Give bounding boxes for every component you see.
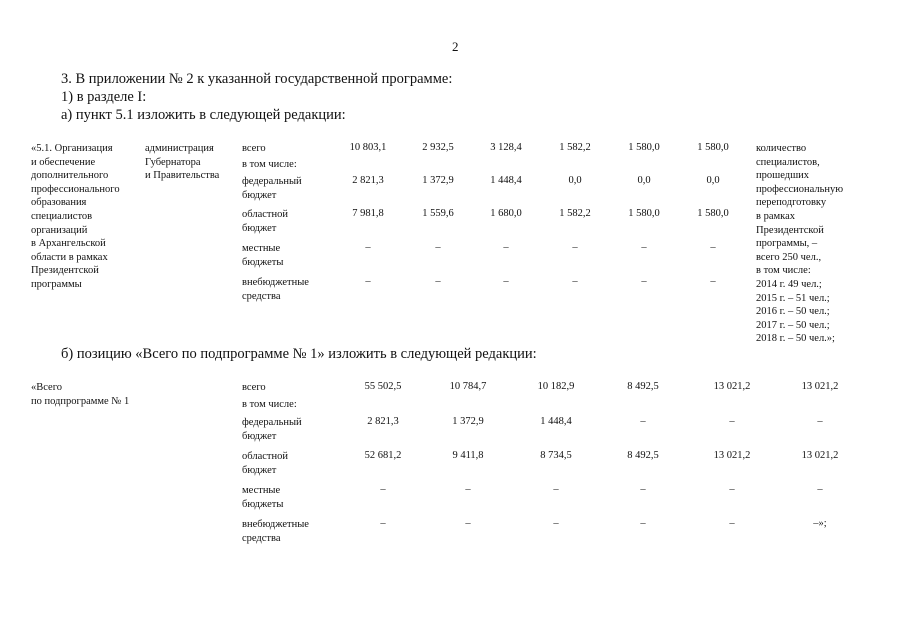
table-cell-value: – (380, 484, 386, 495)
row-label: внебюджетные средства (242, 277, 309, 302)
row-label: местные бюджеты (242, 485, 284, 510)
table-cell-value: – (729, 416, 735, 427)
table-cell-value: 1 580,0 (628, 142, 660, 153)
table-cell-value: – (465, 484, 471, 495)
row-label: всего (242, 382, 266, 393)
section-heading-3: а) пункт 5.1 изложить в следующей редакции: (61, 107, 346, 123)
table-cell-value: 1 580,0 (697, 142, 729, 153)
table-cell-value: – (640, 518, 646, 529)
table-cell-value: 8 492,5 (627, 450, 659, 461)
table-cell-value: – (503, 276, 509, 287)
table-cell-value: 8 492,5 (627, 381, 659, 392)
table-cell-value: – (641, 276, 647, 287)
table-cell-value: 3 128,4 (490, 142, 522, 153)
table-cell-value: – (365, 276, 371, 287)
table-cell-value: 13 021,2 (801, 450, 839, 461)
row-label: федеральный бюджет (242, 417, 302, 442)
table-cell-value: – (729, 484, 735, 495)
table-cell-value: – (641, 242, 647, 253)
row-label: местные бюджеты (242, 243, 284, 268)
item-executor: администрация Губернатора и Правительства (145, 143, 220, 182)
table-cell-value: 1 582,2 (559, 208, 591, 219)
table-cell-value: 13 021,2 (713, 450, 751, 461)
table-cell-value: – (435, 276, 441, 287)
table-cell-value: 55 502,5 (364, 381, 402, 392)
table-cell-value: – (729, 518, 735, 529)
row-label: областной бюджет (242, 451, 288, 476)
table-cell-value: 1 582,2 (559, 142, 591, 153)
item-result: количество специалистов, прошедших профессиональную переподготовку в рамках Президентской программы, – всего 250 чел., в том числе: 2014 г. 49 чел.; 2015 г. – 51 чел.; 2016 г. – 50 чел.; 2017 г. – 50 чел.; 2018 г. – 50 чел.»; (756, 143, 844, 345)
table-cell-value: – (365, 242, 371, 253)
table-cell-value: – (817, 484, 823, 495)
table-cell-value: 52 681,2 (364, 450, 402, 461)
table-cell-value: 1 680,0 (490, 208, 522, 219)
table-cell-value: 8 734,5 (540, 450, 572, 461)
section-heading-1: 3. В приложении № 2 к указанной государственной программе: (61, 71, 453, 87)
row-label: в том числе: (242, 399, 297, 410)
table-cell-value: 1 448,4 (540, 416, 572, 427)
table-cell-value: – (503, 242, 509, 253)
table-cell-value: – (640, 484, 646, 495)
table-cell-value: 10 803,1 (349, 142, 387, 153)
table-cell-value: 10 182,9 (537, 381, 575, 392)
table-cell-value: – (572, 276, 578, 287)
table-cell-value: 9 411,8 (452, 450, 484, 461)
total-name: «Всего по подпрограмме № 1 (31, 382, 130, 407)
table-cell-value: – (710, 276, 716, 287)
table-cell-value: 13 021,2 (713, 381, 751, 392)
section-heading-b: б) позицию «Всего по подпрограмме № 1» изложить в следующей редакции: (61, 346, 537, 362)
table-cell-value: – (553, 484, 559, 495)
table-cell-value: 1 580,0 (628, 208, 660, 219)
table-cell-value: 13 021,2 (801, 381, 839, 392)
table-cell-value: 1 372,9 (422, 175, 454, 186)
table-cell-value: 2 821,3 (367, 416, 399, 427)
table-cell-value: 1 372,9 (452, 416, 484, 427)
table-cell-value: 10 784,7 (449, 381, 487, 392)
row-label: областной бюджет (242, 209, 288, 234)
row-label: федеральный бюджет (242, 176, 302, 201)
table-cell-value: 1 559,6 (422, 208, 454, 219)
table-cell-value: –»; (813, 518, 827, 529)
table-cell-value: – (710, 242, 716, 253)
table-cell-value: – (465, 518, 471, 529)
table-cell-value: 7 981,8 (352, 208, 384, 219)
page-number: 2 (452, 39, 459, 54)
table-cell-value: 0,0 (706, 175, 720, 186)
item-name: «5.1. Организация и обеспечение дополнительного профессионального образования специалистов организаций в Архангельской области в рамках Президентской программы (31, 143, 120, 290)
table-cell-value: 2 821,3 (352, 175, 384, 186)
table-cell-value: – (572, 242, 578, 253)
table-cell-value: 1 448,4 (490, 175, 522, 186)
table-cell-value: – (380, 518, 386, 529)
table-cell-value: 0,0 (568, 175, 582, 186)
table-cell-value: – (553, 518, 559, 529)
table-cell-value: 2 932,5 (422, 142, 454, 153)
section-heading-2: 1) в разделе I: (61, 89, 147, 105)
table-cell-value: 0,0 (637, 175, 651, 186)
table-cell-value: – (640, 416, 646, 427)
row-label: внебюджетные средства (242, 519, 309, 544)
table-cell-value: – (435, 242, 441, 253)
row-label: всего (242, 143, 266, 154)
table-cell-value: 1 580,0 (697, 208, 729, 219)
table-cell-value: – (817, 416, 823, 427)
row-label: в том числе: (242, 159, 297, 170)
